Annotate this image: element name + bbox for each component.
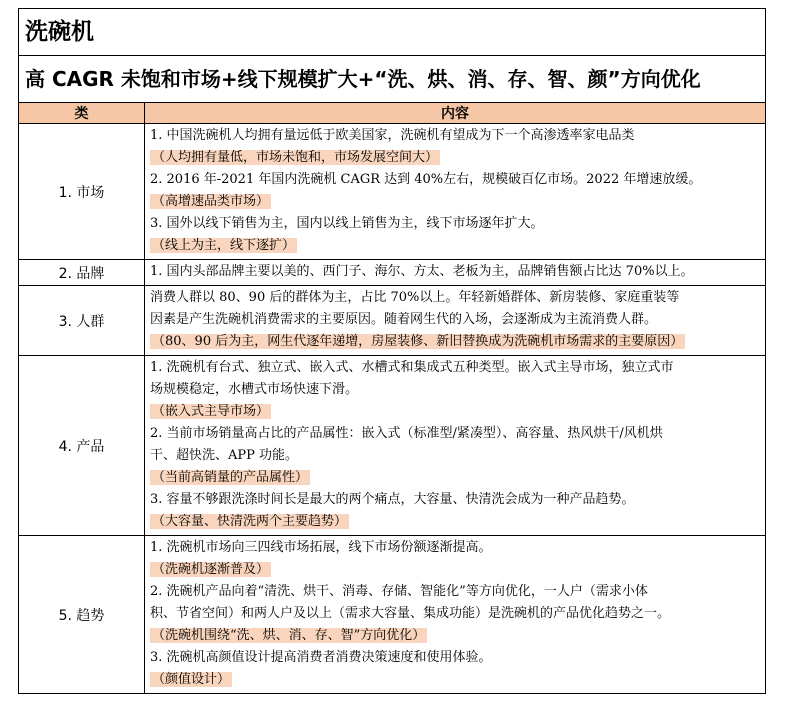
category-cell: 3. 人群 bbox=[19, 286, 145, 356]
highlight-summary-text: （嵌入式主导市场） bbox=[152, 404, 270, 419]
content-table bbox=[19, 103, 765, 693]
highlight-summary-text: （80、90 后为主，网生代逐年递增，房屋装修、新旧替换成为洗碗机市场需求的主要原因） bbox=[152, 334, 684, 349]
category-cell: 2. 品牌 bbox=[19, 260, 145, 286]
highlight-summary-line bbox=[150, 147, 761, 169]
content-line: 1. 洗碗机市场向三四线市场拓展，线下市场份额逐渐提高。 bbox=[150, 540, 492, 555]
category-cell: 1. 市场 bbox=[19, 124, 145, 260]
highlight-summary-line bbox=[150, 559, 761, 581]
content-cell bbox=[145, 536, 766, 694]
highlight-summary-text: （洗碗机逐渐普及） bbox=[152, 562, 270, 577]
highlight-summary-text: （颜值设计） bbox=[152, 672, 231, 687]
highlight-summary-text: （大容量、快清洗两个主要趋势） bbox=[152, 514, 348, 529]
highlight-summary-text: （洗碗机围绕“洗、烘、消、存、智”方向优化） bbox=[152, 628, 426, 643]
category-cell: 5. 趋势 bbox=[19, 536, 145, 694]
document-title: 洗碗机 bbox=[19, 9, 765, 56]
highlight-summary-line bbox=[150, 625, 761, 647]
content-line: 2. 2016 年-2021 年国内洗碗机 CAGR 达到 40%左右，规模破百亿市场。2022 年增速放缓。 bbox=[150, 172, 702, 187]
table-header-row bbox=[19, 103, 765, 124]
content-line: 1. 国内头部品牌主要以美的、西门子、海尔、方太、老板为主，品牌销售额占比达 70%以上。 bbox=[150, 264, 694, 279]
highlight-summary-text: （高增速品类市场） bbox=[152, 194, 270, 209]
content-line: 2. 当前市场销量高占比的产品属性：嵌入式（标准型/紧凑型）、高容量、热风烘干/风机烘 bbox=[150, 426, 663, 441]
table-row bbox=[19, 356, 765, 536]
content-line: 干、超快洗、APP 功能。 bbox=[150, 448, 299, 463]
header-content: 内容 bbox=[145, 103, 766, 124]
table-row bbox=[19, 536, 765, 694]
table-row bbox=[19, 124, 765, 260]
content-line: 场规模稳定，水槽式市场快速下滑。 bbox=[150, 382, 359, 397]
content-line: 3. 国外以线下销售为主，国内以线上销售为主，线下市场逐年扩大。 bbox=[150, 216, 544, 231]
content-cell bbox=[145, 286, 766, 356]
highlight-summary-line bbox=[150, 191, 761, 213]
content-line: 3. 洗碗机高颜值设计提高消费者消费决策速度和使用体验。 bbox=[150, 650, 492, 665]
highlight-summary-text: （当前高销量的产品属性） bbox=[152, 470, 309, 485]
highlight-summary-line bbox=[150, 511, 761, 533]
content-cell bbox=[145, 124, 766, 260]
content-cell bbox=[145, 356, 766, 536]
table-row bbox=[19, 286, 765, 356]
highlight-summary-line bbox=[150, 331, 761, 353]
highlight-summary-line bbox=[150, 669, 761, 691]
content-line: 2. 洗碗机产品向着“清洗、烘干、消毒、存储、智能化”等方向优化，一人户（需求小体 bbox=[150, 584, 648, 599]
content-line: 积、节省空间）和两人户及以上（需求大容量、集成功能）是洗碗机的产品优化趋势之一。 bbox=[150, 606, 671, 621]
content-cell bbox=[145, 260, 766, 286]
content-line: 1. 中国洗碗机人均拥有量远低于欧美国家，洗碗机有望成为下一个高渗透率家电品类 bbox=[150, 128, 635, 143]
highlight-summary-text: （人均拥有量低，市场未饱和，市场发展空间大） bbox=[152, 150, 439, 165]
document bbox=[18, 8, 766, 694]
header-category: 类 bbox=[19, 103, 145, 124]
content-line: 消费人群以 80、90 后的群体为主，占比 70%以上。年轻新婚群体、新房装修、家庭重装等 bbox=[150, 290, 680, 305]
highlight-summary-line bbox=[150, 235, 761, 257]
highlight-summary-text: （线上为主，线下逐扩） bbox=[152, 238, 296, 253]
content-line: 因素是产生洗碗机消费需求的主要原因。随着网生代的入场，会逐渐成为主流消费人群。 bbox=[150, 312, 658, 327]
document-subtitle: 高 CAGR 未饱和市场+线下规模扩大+“洗、烘、消、存、智、颜”方向优化 bbox=[19, 56, 765, 103]
category-cell: 4. 产品 bbox=[19, 356, 145, 536]
highlight-summary-line bbox=[150, 467, 761, 489]
highlight-summary-line bbox=[150, 401, 761, 423]
content-line: 3. 容量不够跟洗涤时间长是最大的两个痛点，大容量、快清洗会成为一种产品趋势。 bbox=[150, 492, 635, 507]
table-row bbox=[19, 260, 765, 286]
content-line: 1. 洗碗机有台式、独立式、嵌入式、水槽式和集成式五种类型。嵌入式主导市场，独立式市 bbox=[150, 360, 674, 375]
